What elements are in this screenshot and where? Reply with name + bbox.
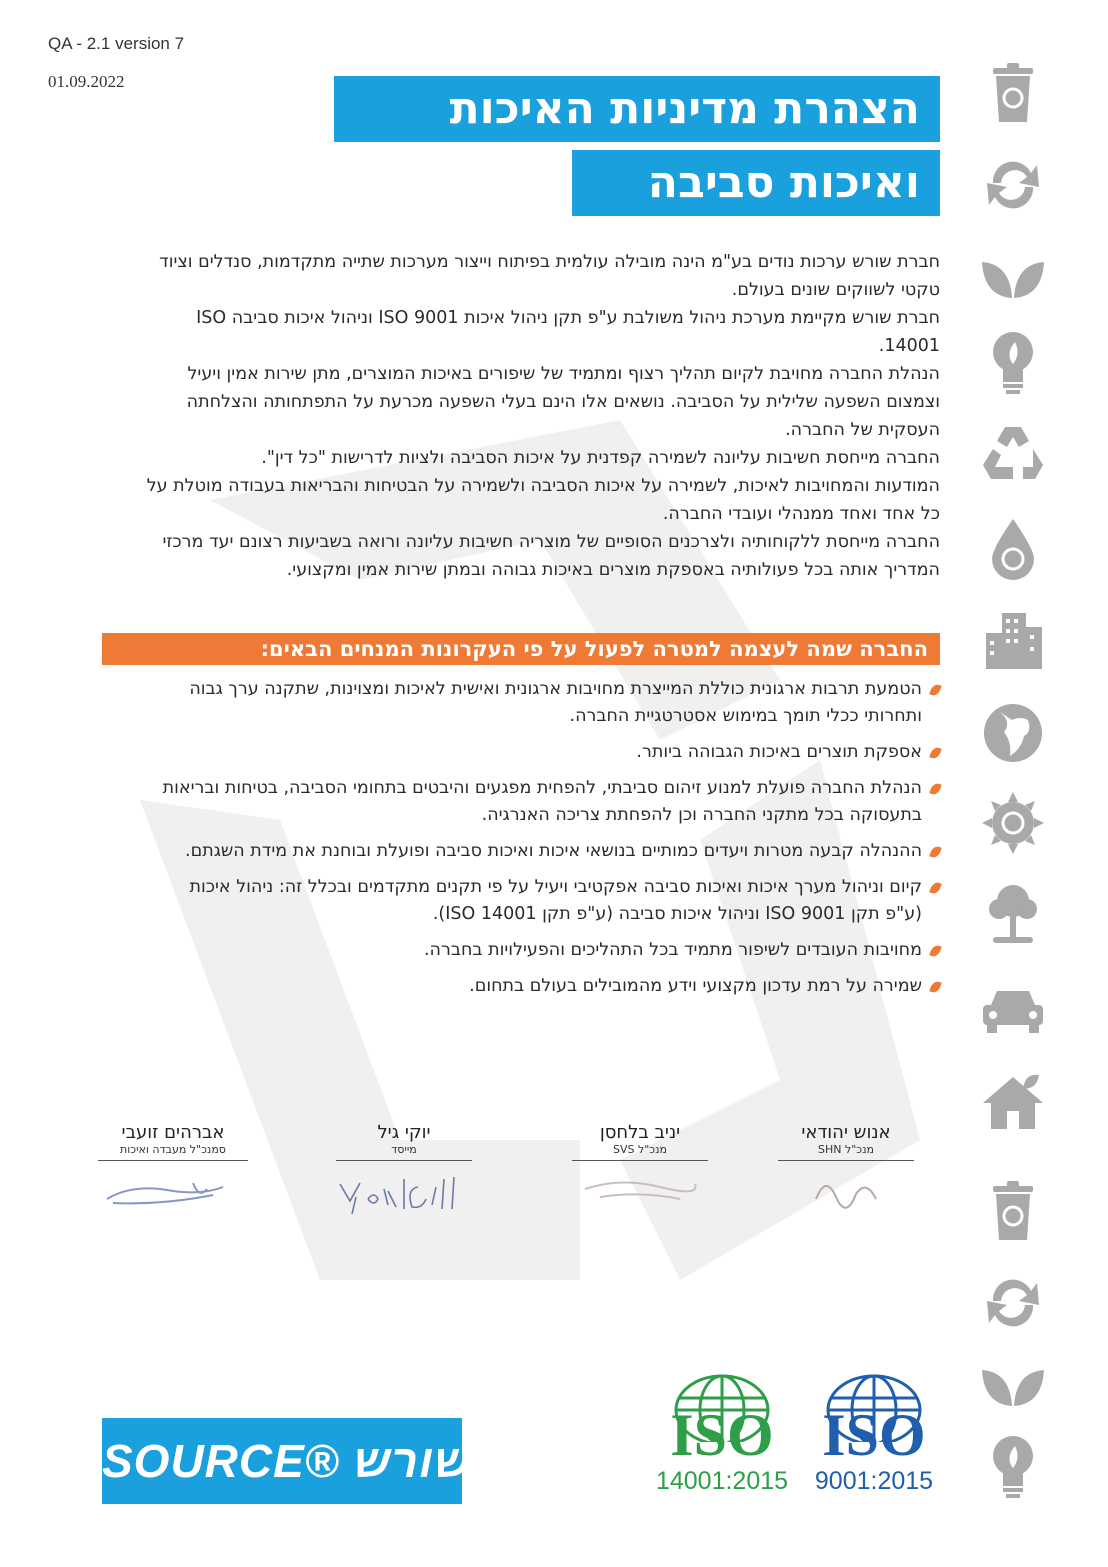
iso-word: ISO [822,1402,926,1468]
page-title-line-2: ואיכות סביבה [572,150,940,216]
buildings-icon [958,606,1068,676]
list-item: ההנהלה קבעה מטרות ויעדים כמותיים בנושאי איכות ואיכות סביבה ופועלת ובוחנת את מידת השגתם. [160,838,940,865]
eco-bulb-icon [958,1432,1068,1502]
intro-paragraph: חברת שורש מקיימת מערכת ניהול משולבת ע"פ תקן ניהול איכות ISO 9001 וניהול איכות סביבה ISO 14001. [196,308,940,356]
signature-block [572,1122,708,1209]
document-date: 01.09.2022 [48,72,125,91]
document-code: QA - 2.1 version 7 [48,34,185,53]
recycle-arrows-icon [958,1268,1068,1338]
list-item: הנהלת החברה פועלת למנוע זיהום סביבתי, להפחית מפגעים והיבטים בתחומי הסביבה, בטיחות ובריאות בתעסוקה בכל מתקני החברה וכן להפחתת צריכה האנרגיה. [160,775,940,829]
tree-icon [958,878,1068,948]
leaf-bullet-icon [929,746,942,760]
leaf-bullet-icon [929,683,942,697]
intro-paragraph: חברת שורש ערכות נודים בע"מ הינה מובילה עולמית בפיתוח וייצור מערכות שתייה מתקדמות, סנדלים וציוד טקטי לשווקים שונים בעולם. [159,252,940,300]
water-drop-icon [958,514,1068,584]
recycle-triangle-icon [958,418,1068,488]
intro-paragraph: הנהלת החברה מחויבת לקיום תהליך רצוף ומתמיד של שיפורים באיכות המוצרים, מתן שירות אמין ויעיל וצמצום השפעה שלילית על הסביבה. נושאים אלו הינם בעלי השפעה מכרעת על התפתחותה והצלחתה העסקית של החברה. [186,364,940,440]
signer-role: סמנכ"ל מעבדה ואיכות [98,1143,248,1161]
recycle-arrows-icon [958,150,1068,220]
signature-block [336,1122,472,1217]
list-item: אספקת תוצרים באיכות הגבוהה ביותר. [160,739,940,766]
principles-list [160,676,940,1009]
iso-standard: 14001:2015 [655,1467,789,1495]
list-item: הטמעת תרבות ארגונית כוללת המייצרת מחויבות ארגונית ואישית לאיכות ומצוינות, שתקנה ערך גבוה ותחרותי ככלי תומך במימוש אסטרטגיית החברה. [160,676,940,730]
intro-paragraph: החברה מייחסת ללקוחותיה ולצרכנים הסופיים של מוצריה חשיבות עליונה ורואה בשביעות רצונם יעד מרכזי המדריך אותה בכל פעולותיה באספקת מוצרים באיכות גבוהה ובמתן שירות אמין ומקצועי. [162,532,940,580]
car-icon [958,976,1068,1046]
intro-paragraph: המודעות והמחויבות לאיכות, לשמירה על איכות הסביבה ולשמירה על הבטיחות והבריאות בעבודה מוטלת על כל אחד ואחד ממנהלי ועובדי החברה. [146,476,940,524]
leaf-bullet-icon [929,881,942,895]
principles-heading: החברה שמה לעצמה למטרה לפעול על פי העקרונות המנחים הבאים: [102,633,940,665]
signature-block [98,1122,248,1213]
iso-14001-badge [652,1370,792,1504]
recycle-bin-icon [958,1176,1068,1246]
leaves-icon [958,1350,1068,1420]
intro-paragraph: החברה מייחסת חשיבות עליונה לשמירה קפדנית על איכות הסביבה ולציות לדרישות "כל דין". [261,448,940,468]
leaf-bullet-icon [929,944,942,958]
iso-standard: 9001:2015 [814,1467,934,1495]
eco-bulb-icon [958,328,1068,398]
page-title-line-1: הצהרת מדיניות האיכות [334,76,940,142]
company-logo: SOURCE® שורש [102,1418,462,1504]
intro-text [130,248,940,584]
signature-block [778,1122,914,1209]
signer-name: יוקי גיל [377,1122,431,1143]
signer-role: מייסד [336,1143,472,1161]
list-item: קיום וניהול מערך איכות ואיכות סביבה אפקטיבי ויעיל על פי תקנים מתקדמים ובכלל זה: ניהול איכות (ע"פ תקן ISO 9001 וניהול איכות סביבה (ע"פ תקן ISO 14001). [160,874,940,928]
recycle-bin-icon [958,58,1068,128]
leaf-bullet-icon [929,782,942,796]
leaf-bullet-icon [929,845,942,859]
handwritten-signature [580,1169,700,1209]
signer-name: אברהים זועבי [121,1122,225,1143]
signer-name: אנוש יהודאי [801,1122,891,1143]
signer-name: יניב בלחסן [599,1122,681,1143]
signer-role: מנכ"ל SVS [572,1143,708,1161]
list-item: שמירה על רמת עדכון מקצועי וידע מהמובילים בעולם בתחום. [160,973,940,1000]
iso-word: ISO [670,1402,774,1468]
handwritten-signature [103,1169,243,1213]
handwritten-signature [806,1169,886,1209]
handwritten-signature [332,1169,472,1217]
list-item: מחויבות העובדים לשיפור מתמיד בכל התהליכים והפעילויות בחברה. [160,937,940,964]
leaf-bullet-icon [929,980,942,994]
eco-house-icon [958,1066,1068,1136]
leaves-icon [958,242,1068,312]
signer-role: מנכ"ל SHN [778,1143,914,1161]
iso-9001-badge [804,1370,944,1504]
globe-icon [958,698,1068,768]
sun-gear-icon [958,788,1068,858]
